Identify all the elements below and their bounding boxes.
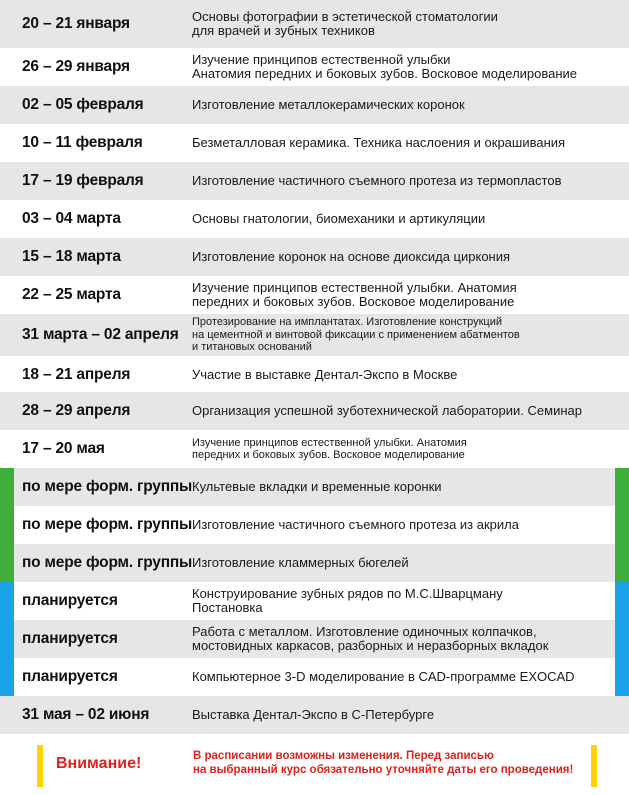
course-topic: Выставка Дентал-Экспо в С-Петербурге [192, 706, 435, 722]
course-topic: Изучение принципов естественной улыбки. Анатомия передних и боковых зубов. Восковое моделирование [192, 279, 517, 309]
schedule-row [0, 696, 629, 734]
group-stripe-left [0, 468, 14, 506]
course-topic: Изготовление частичного съемного протеза из термопластов [192, 172, 562, 188]
course-date: планируется [22, 592, 118, 609]
group-stripe-left [0, 544, 14, 582]
group-stripe-left [0, 506, 14, 544]
course-date: 03 – 04 марта [22, 210, 121, 227]
course-topic: Конструирование зубных рядов по М.С.Шварцману Постановка [192, 585, 503, 615]
planned-stripe-left [0, 620, 14, 658]
course-date: по мере форм. группы [22, 554, 193, 571]
schedule-row [0, 238, 629, 276]
course-date: 26 – 29 января [22, 58, 130, 75]
course-topic: Изучение принципов естественной улыбки Анатомия передних и боковых зубов. Восковое моделирование [192, 51, 578, 81]
course-date: по мере форм. группы [22, 516, 193, 533]
course-date: 28 – 29 апреля [22, 402, 131, 419]
planned-stripe-left [0, 582, 14, 620]
course-topic: Основы фотографии в эстетической стоматологии для врачей и зубных техников [192, 8, 498, 38]
course-topic: Участие в выставке Дентал-Экспо в Москве [192, 366, 458, 382]
course-date: 17 – 19 февраля [22, 172, 144, 189]
course-date: по мере форм. группы [22, 478, 193, 495]
schedule-row [0, 162, 629, 200]
schedule-row [0, 430, 629, 468]
course-date: 17 – 20 мая [22, 440, 105, 457]
schedule-row [0, 620, 629, 658]
course-topic: Организация успешной зуботехнической лаборатории. Семинар [192, 402, 582, 418]
schedule-row [0, 48, 629, 86]
notice-banner [0, 737, 629, 795]
course-topic: Изготовление коронок на основе диоксида циркония [192, 248, 511, 264]
schedule-row [0, 124, 629, 162]
course-date: 31 мая – 02 июня [22, 706, 150, 723]
schedule-row [0, 356, 629, 394]
schedule-row [0, 200, 629, 238]
course-topic: Изготовление кламмерных бюгелей [192, 554, 409, 570]
schedule-row [0, 0, 629, 48]
notice-right-bar [591, 745, 597, 787]
schedule-row [0, 658, 629, 696]
schedule-row [0, 544, 629, 582]
schedule-row [0, 276, 629, 314]
course-date: 20 – 21 января [22, 15, 130, 32]
course-date: планируется [22, 668, 118, 685]
schedule-row [0, 314, 629, 356]
course-topic: Безметалловая керамика. Техника наслоения и окрашивания [192, 134, 566, 150]
schedule-row [0, 86, 629, 124]
course-date: 18 – 21 апреля [22, 366, 131, 383]
notice-label: Внимание! [56, 755, 142, 772]
course-topic: Изучение принципов естественной улыбки. Анатомия передних и боковых зубов. Восковое моделирование [192, 436, 467, 461]
course-date: 31 марта – 02 апреля [22, 326, 179, 343]
notice-text: В расписании возможны изменения. Перед записью на выбранный курс обязательно уточняйте даты его проведения! [193, 750, 574, 776]
course-date: планируется [22, 630, 118, 647]
course-date: 22 – 25 марта [22, 286, 121, 303]
schedule-row [0, 506, 629, 544]
planned-stripe-left [0, 658, 14, 696]
schedule-row [0, 468, 629, 506]
course-date: 02 – 05 февраля [22, 96, 144, 113]
schedule-row [0, 582, 629, 620]
course-topic: Изготовление металлокерамических коронок [192, 96, 465, 112]
course-topic: Работа с металлом. Изготовление одиночных колпачков, мостовидных каркасов, разборных и неразборных вкладок [192, 623, 549, 653]
schedule-row [0, 392, 629, 430]
course-date: 15 – 18 марта [22, 248, 121, 265]
course-topic: Основы гнатологии, биомеханики и артикуляции [192, 210, 486, 226]
course-topic: Культевые вкладки и временные коронки [192, 478, 442, 494]
notice-left-bar [37, 745, 43, 787]
course-date: 10 – 11 февраля [22, 134, 143, 151]
course-topic: Протезирование на имплантатах. Изготовление конструкций на цементной и винтовой фиксации с применением абатментов и титановых оснований [192, 316, 520, 354]
course-topic: Изготовление частичного съемного протеза из акрила [192, 516, 519, 532]
course-topic: Компьютерное 3-D моделирование в CAD-программе EXOCAD [192, 668, 575, 684]
